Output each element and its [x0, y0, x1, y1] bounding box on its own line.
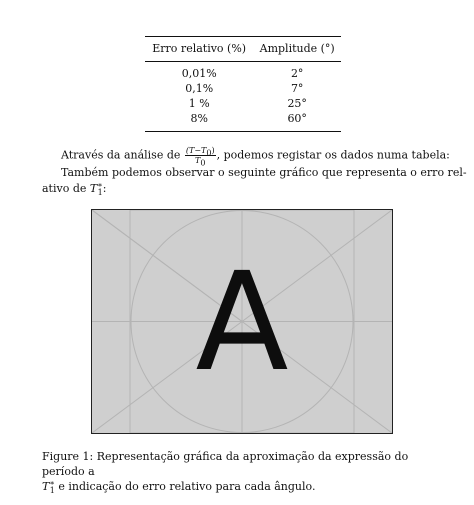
table-cell: 25° [287, 97, 307, 110]
numerator-text: (T−T [185, 146, 207, 155]
table-cell: 7° [290, 82, 304, 95]
table-cell: 1 % [188, 97, 210, 110]
t-symbol: T [89, 182, 98, 195]
denominator-subscript: 0 [200, 158, 206, 168]
table-cell: 0,1% [185, 82, 214, 95]
column-header-amplitude: Amplitude (°) [259, 42, 335, 55]
table-row [145, 111, 341, 132]
numerator-close: ) [211, 146, 215, 155]
data-table [145, 36, 341, 132]
figure-placeholder-image [91, 209, 393, 434]
fraction-numerator [185, 146, 216, 156]
text-span: : [102, 182, 107, 195]
table-cell: 2° [290, 67, 304, 80]
paragraph-line-2: Também podemos observar o seguinte gráfico que representa o erro rel- [61, 166, 467, 179]
t-subscript: 1 [49, 486, 55, 496]
text-span: Através da análise de [61, 148, 184, 162]
figure-caption [42, 449, 442, 494]
t-superscript: ∗ [97, 180, 103, 190]
placeholder-letter: A [195, 244, 289, 402]
paragraph-line-1 [42, 146, 450, 168]
body-paragraph [42, 146, 467, 198]
table-cell: 60° [287, 112, 307, 125]
paragraph-line-3 [42, 181, 438, 197]
table-header-row [145, 37, 341, 62]
text-span: ativo de [42, 182, 90, 195]
table-row [145, 81, 341, 96]
fraction [185, 146, 216, 168]
caption-line-2 [42, 479, 442, 494]
table-row [145, 62, 341, 82]
caption-text: e indicação do erro relativo para cada ângulo. [54, 480, 316, 493]
caption-text: Representação gráfica da aproximação da expressão do período a [42, 450, 409, 478]
t-symbol: T [42, 480, 50, 493]
table-cell: 8% [190, 112, 208, 125]
text-span: , podemos registar os dados numa tabela: [216, 148, 450, 162]
caption-label: Figure 1: [42, 450, 94, 463]
caption-line-1 [42, 449, 442, 479]
numerator-subscript: 0 [206, 148, 212, 158]
data-table-container [145, 36, 341, 132]
denominator-text: T [195, 156, 201, 165]
table-cell: 0,01% [181, 67, 217, 80]
t-subscript: 1 [97, 188, 103, 198]
column-header-relative-error: Erro relativo (%) [152, 42, 247, 55]
t-superscript: ∗ [49, 478, 55, 488]
table-row [145, 96, 341, 111]
